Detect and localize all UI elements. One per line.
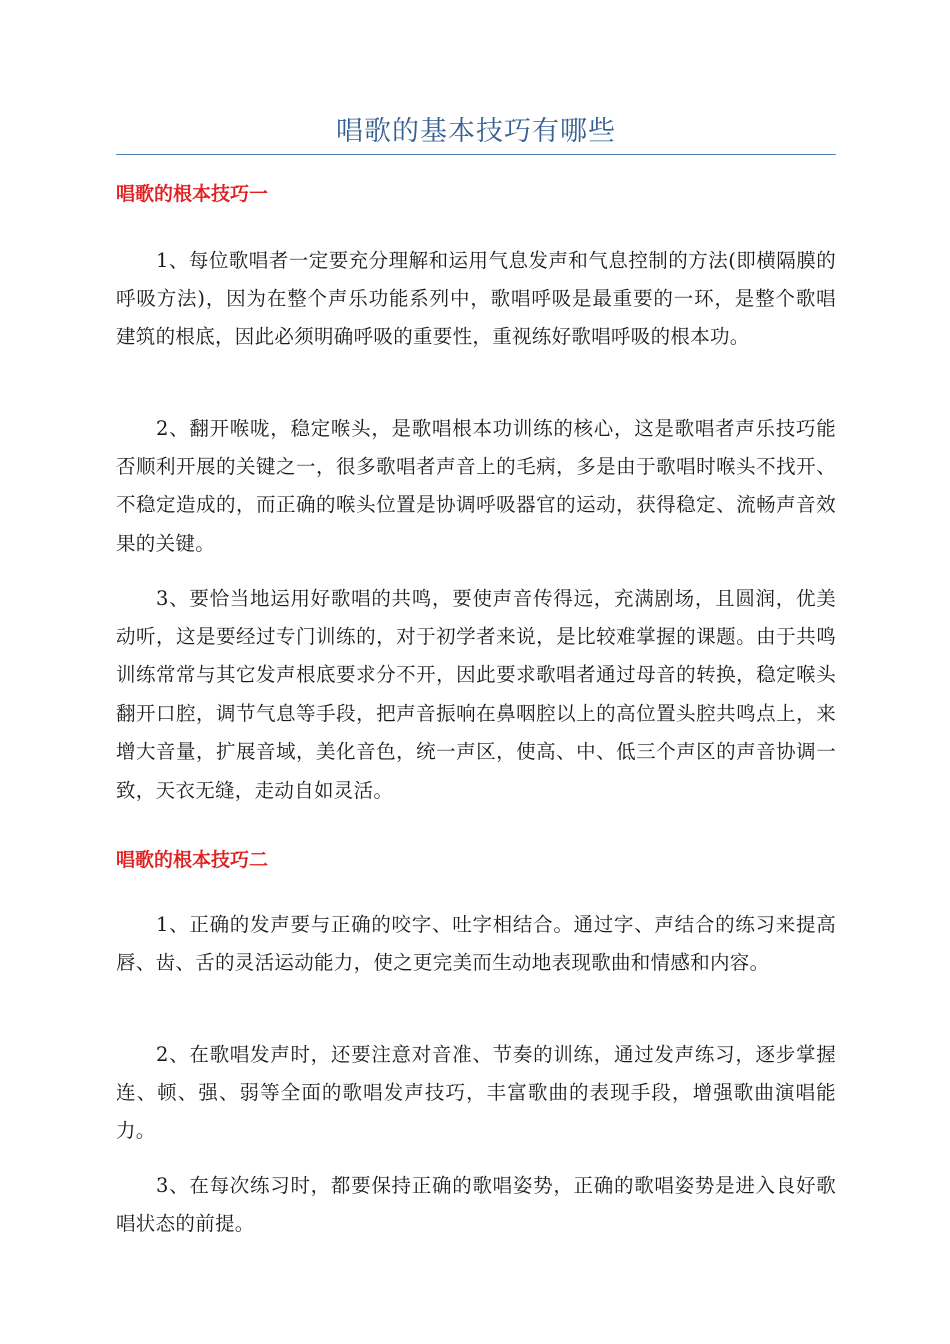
- paragraph: 1、每位歌唱者一定要充分理解和运用气息发声和气息控制的方法(即横隔膜的呼吸方法)，因为在整个声乐功能系列中，歌唱呼吸是最重要的一环，是整个歌唱建筑的根底，因此必须明确呼吸的重要性，重视练好歌唱呼吸的根本功。: [116, 248, 836, 349]
- document-title: 唱歌的基本技巧有哪些: [336, 116, 616, 147]
- paragraph: 2、在歌唱发声时，还要注意对音准、节奏的训练，通过发声练习，逐步掌握连、顿、强、弱等全面的歌唱发声技巧，丰富歌曲的表现手段，增强歌曲演唱能力。: [116, 1042, 836, 1143]
- paragraph: 3、在每次练习时，都要保持正确的歌唱姿势，正确的歌唱姿势是进入良好歌唱状态的前提。: [116, 1173, 836, 1235]
- paragraph: 3、要恰当地运用好歌唱的共鸣，要使声音传得远，充满剧场，且圆润，优美动听，这是要经过专门训练的，对于初学者来说，是比较难掌握的课题。由于共鸣训练常常与其它发声根底要求分不开，因此要求歌唱者通过母音的转换，稳定喉头翻开口腔，调节气息等手段，把声音振响在鼻咽腔以上的高位置头腔共鸣点上，来增大音量，扩展音域，美化音色，统一声区，使高、中、低三个声区的声音协调一致，天衣无缝，走动自如灵活。: [116, 586, 836, 802]
- paragraph: 1、正确的发声要与正确的咬字、吐字相结合。通过字、声结合的练习来提高唇、齿、舌的灵活运动能力，使之更完美而生动地表现歌曲和情感和内容。: [116, 912, 836, 974]
- paragraph: 2、翻开喉咙，稳定喉头，是歌唱根本功训练的核心，这是歌唱者声乐技巧能否顺利开展的关键之一，很多歌唱者声音上的毛病，多是由于歌唱时喉头不找开、不稳定造成的，而正确的喉头位置是协调呼吸器官的运动，获得稳定、流畅声音效果的关键。: [116, 416, 836, 555]
- section-heading-2: 唱歌的根本技巧二: [116, 849, 269, 871]
- title-underline: [116, 154, 836, 155]
- section-heading-1: 唱歌的根本技巧一: [116, 183, 269, 205]
